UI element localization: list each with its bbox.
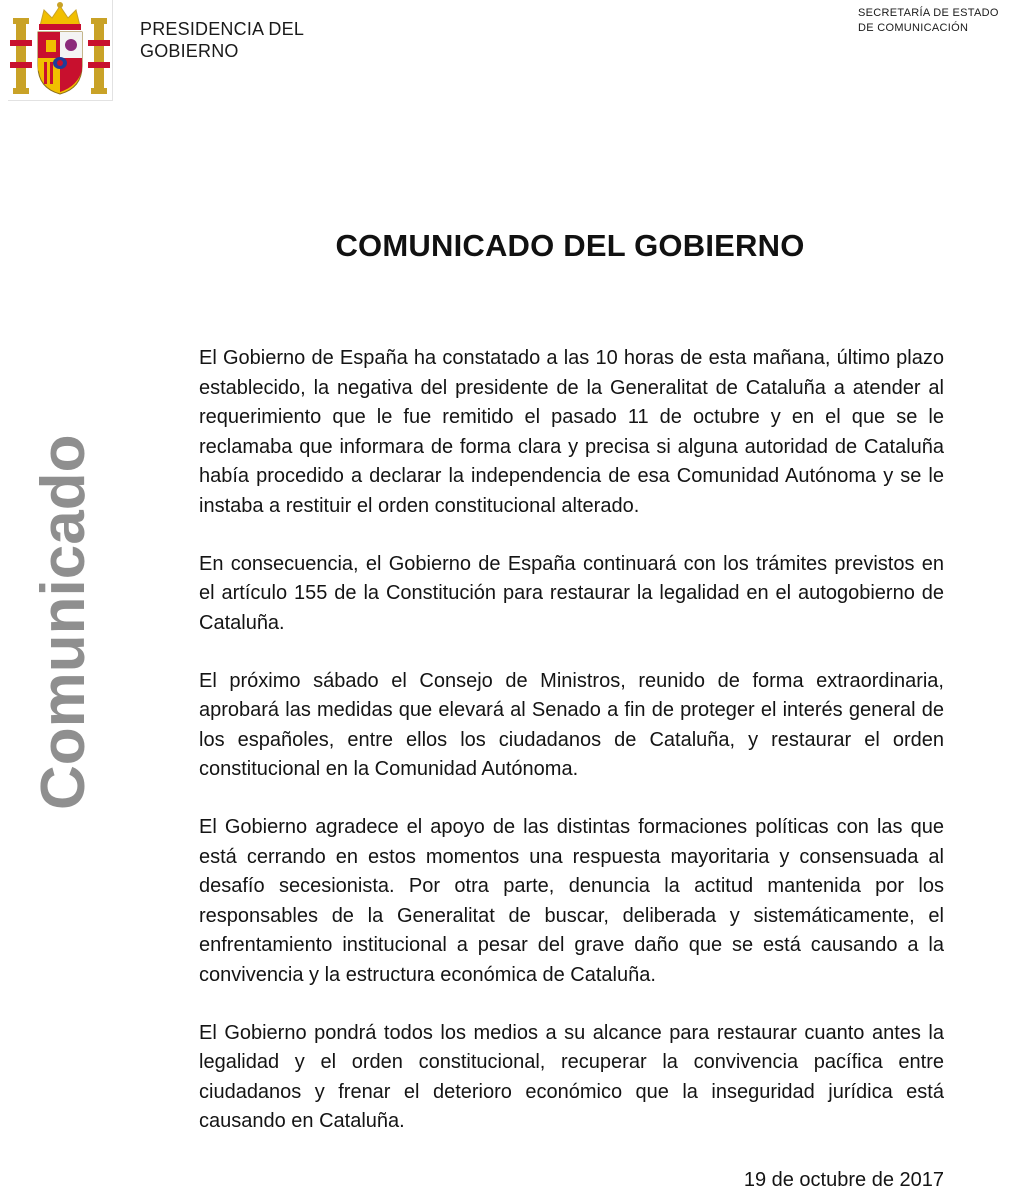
paragraph-2: En consecuencia, el Gobierno de España continuará con los trámites previstos en el artículo 155 de la Constitución para restaurar la legalidad en el autogobierno de Cataluña. bbox=[199, 552, 944, 634]
crest-logo bbox=[8, 0, 113, 101]
paragraph-4: El Gobierno agradece el apoyo de las distintas formaciones políticas con las que está cerrando en estos momentos una respuesta mayoritaria y consensuada al desafío secesionista. Por otra parte, denuncia la actitud mantenida por los responsables de la Generalitat de buscar, deliberada y sistemáticamente, el enfrentamiento institucional a pesar del grave daño que se está causando a la convivencia y la estructura económica de Cataluña. bbox=[199, 816, 944, 986]
document-date: 19 de octubre de 2017 bbox=[743, 1169, 944, 1191]
presidencia-header bbox=[140, 18, 304, 62]
header-right-line1: SECRETARÍA DE ESTADO bbox=[858, 7, 999, 19]
header-left-line2: GOBIERNO bbox=[140, 41, 239, 61]
paragraph-3: El próximo sábado el Consejo de Ministros, reunido de forma extraordinaria, aprobará las medidas que elevará al Senado a fin de proteger el interés general de los españoles, entre ellos los ciudadanos de Cataluña, y restaurar el orden constitucional en la Comunidad Autónoma. bbox=[199, 669, 944, 780]
document-body bbox=[199, 344, 944, 1165]
header-left-line1: PRESIDENCIA DEL bbox=[140, 19, 305, 39]
side-label-comunicado: Comunicado bbox=[29, 434, 98, 810]
paragraph-1: El Gobierno de España ha constatado a las 10 horas de esta mañana, último plazo establecido, la negativa del presidente de la Generalitat de Cataluña a atender al requerimiento que le fue remitido el pasado 11 de octubre y en el que se le reclamaba que informara de forma clara y precisa si alguna autoridad de Cataluña había procedido a declarar la independencia de esa Comunidad Autónoma y se le instaba a restituir el orden constitucional alterado. bbox=[199, 347, 944, 517]
secretaria-header bbox=[858, 6, 999, 36]
paragraph-5: El Gobierno pondrá todos los medios a su alcance para restaurar cuanto antes la legalidad y el orden constitucional, recuperar la convivencia pacífica entre ciudadanos y frenar el deterioro económico que la inseguridad jurídica está causando en Cataluña. bbox=[199, 1021, 944, 1132]
spain-coat-of-arms-icon bbox=[8, 0, 112, 100]
page-title: COMUNICADO DEL GOBIERNO bbox=[335, 228, 805, 263]
header-right-line2: DE COMUNICACIÓN bbox=[858, 22, 969, 34]
